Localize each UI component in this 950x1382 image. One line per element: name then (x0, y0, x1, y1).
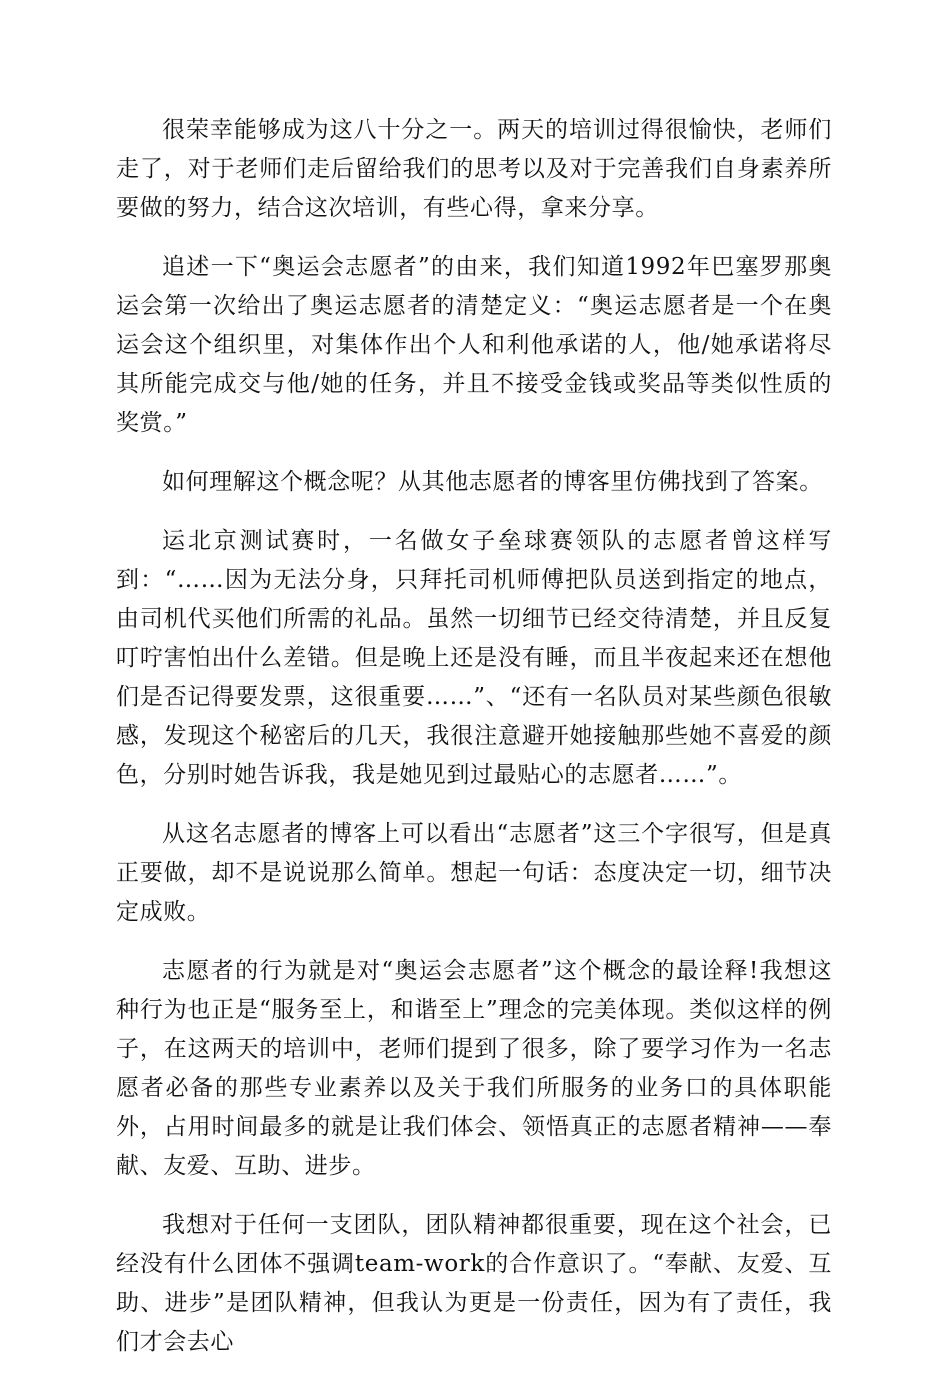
document-body (116, 111, 832, 1382)
paragraph-spirit: 志愿者的行为就是对“奥运会志愿者”这个概念的最诠释!我想这种行为也正是“服务至上，和谐至上”理念的完美体现。类似这样的例子，在这两天的培训中，老师们提到了很多，除了要学习作为一名志愿者必备的那些专业素养以及关于我们所服务的业务口的具体职能外，占用时间最多的就是让我们体会、领悟真正的志愿者精神——奉献、友爱、互助、进步。 (116, 958, 832, 1179)
paragraph-teamwork: 我想对于任何一支团队，团队精神都很重要，现在这个社会，已经没有什么团体不强调team-work的合作意识了。“奉献、友爱、互助、进步”是团队精神，但我认为更是一份责任，因为有了责任，我们才会去心 (116, 1212, 832, 1355)
paragraph-intro: 很荣幸能够成为这八十分之一。两天的培训过得很愉快，老师们走了，对于老师们走后留给我们的思考以及对于完善我们自身素养所要做的努力，结合这次培训，有些心得，拿来分享。 (116, 117, 832, 221)
paragraph-attitude: 从这名志愿者的博客上可以看出“志愿者”这三个字很写，但是真正要做，却不是说说那么简单。想起一句话：态度决定一切，细节决定成败。 (116, 821, 832, 925)
paragraph-volunteer-definition: 追述一下“奥运会志愿者”的由来，我们知道1992年巴塞罗那奥运会第一次给出了奥运志愿者的清楚定义：“奥运志愿者是一个在奥运会这个组织里，对集体作出个人和利他承诺的人，他/她承诺将尽其所能完成交与他/她的任务，并且不接受金钱或奖品等类似性质的奖赏。” (116, 254, 832, 436)
paragraph-question: 如何理解这个概念呢？从其他志愿者的博客里仿佛找到了答案。 (162, 469, 823, 495)
paragraph-blog-quote: 运北京测试赛时，一名做女子垒球赛领队的志愿者曾这样写到：“……因为无法分身，只拜托司机师傅把队员送到指定的地点，由司机代买他们所需的礼品。虽然一切细节已经交待清楚，并且反复叮咛害怕出什么差错。但是晚上还是没有睡，而且半夜起来还在想他们是否记得要发票，这很重要……”、“还有一名队员对某些颜色很敏感，发现这个秘密后的几天，我很注意避开她接触那些她不喜爱的颜色，分别时她告诉我，我是她见到过最贴心的志愿者……”。 (116, 528, 832, 788)
